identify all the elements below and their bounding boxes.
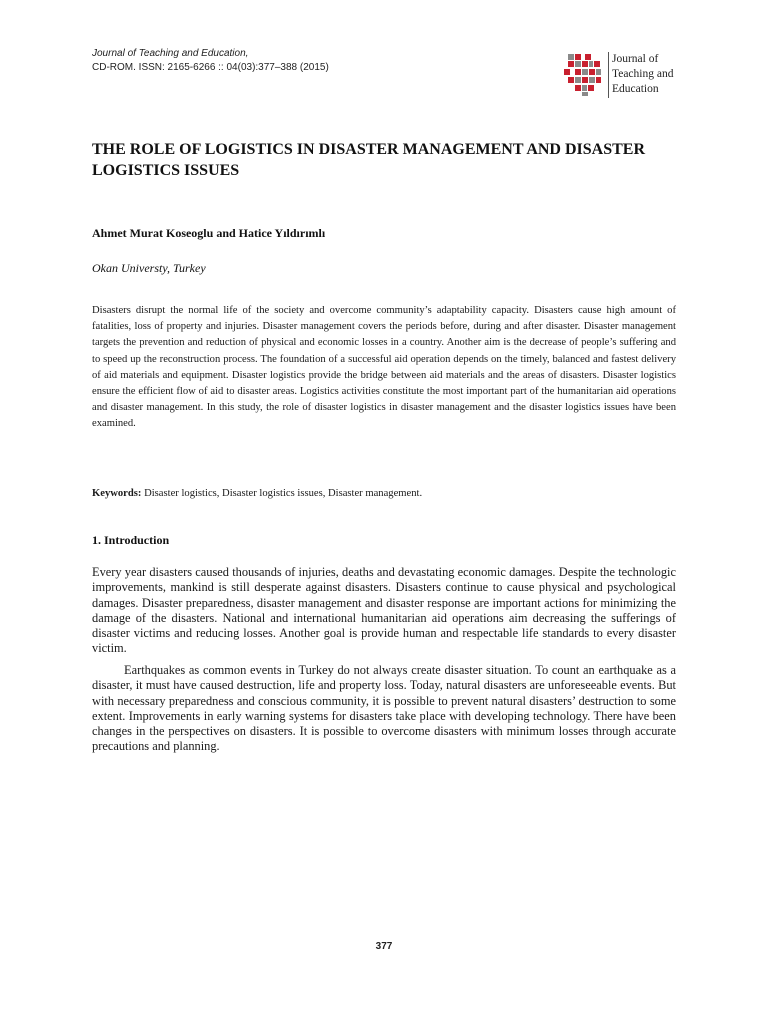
logo-line-2: Teaching and — [612, 68, 674, 80]
logo-divider — [608, 52, 609, 98]
logo-line-1: Journal of — [612, 53, 659, 65]
body-paragraph: Every year disasters caused thousands of injuries, deaths and devastating economic damages. Despite the technologic improvements, mankind is still desperate against disasters. Disasters continue to cause physical and psychological damages. Disaster preparedness, disaster management and disaster response are important actions for minimizing the damage of the disasters. National and international humanitarian aid operations aim decreasing the sufferings of disaster victims and reducing losses. Another goal is provide human and respectable life standards to every disaster victim. — [92, 565, 676, 656]
article-title: THE ROLE OF LOGISTICS IN DISASTER MANAGEMENT AND DISASTER LOGISTICS ISSUES — [92, 141, 646, 179]
page-number: 377 — [375, 941, 393, 952]
abstract: Disasters disrupt the normal life of the society and overcome community’s adaptability capacity. Disasters cause high amount of fatalities, loss of property and injuries. Disaster management covers the periods before, during and after disaster. Disaster management targets the prevention and reduction of physical and economic losses in a country. Another aim is the decrease of people’s suffering and to speed up the reconstruction process. The foundation of a successful aid operation depends on the timely, balanced and fastest delivery of aid materials and equipment. Disaster logistics provide the bridge between aid materials and the areas of disasters. Disaster logistics ensure the efficient flow of aid to disaster areas. Logistics activities constitute the most important part of the humanitarian aid operations and disaster management. In this study, the role of disaster logistics in disaster management and the disaster logistics issues have been examined. — [92, 305, 676, 430]
section-heading: 1. Introduction — [92, 533, 170, 547]
issn-line: CD-ROM. ISSN: 2165-6266 :: 04(03):377–388 (2015) — [92, 62, 329, 73]
body-paragraph: Earthquakes as common events in Turkey do not always create disaster situation. To count an earthquake as a disaster, it must have caused destruction, life and property loss. Today, natural disasters are unforeseeable events. But with necessary preparedness and conscious community, it is possible to prevent natural disasters’ destruction to some extent. Improvements in early warning systems for disasters take place with developing technology. There have been changes in the perspectives on disasters. It is possible to overcome disasters with minimum losses through accurate precautions and planning. — [92, 663, 676, 754]
journal-header — [92, 47, 329, 75]
globe-logo-icon — [560, 50, 606, 98]
article-authors: Ahmet Murat Koseoglu and Hatice Yıldırımlı — [92, 226, 326, 240]
logo-line-3: Education — [612, 83, 659, 95]
author-affiliation: Okan Universty, Turkey — [92, 261, 206, 275]
keywords-list: Disaster logistics, Disaster logistics issues, Disaster management. — [141, 488, 423, 499]
keywords — [92, 486, 676, 501]
keywords-label: Keywords: — [92, 488, 142, 499]
journal-name: Journal of Teaching and Education, — [92, 48, 249, 59]
logo-wordmark — [612, 52, 673, 97]
journal-logo — [560, 50, 690, 102]
